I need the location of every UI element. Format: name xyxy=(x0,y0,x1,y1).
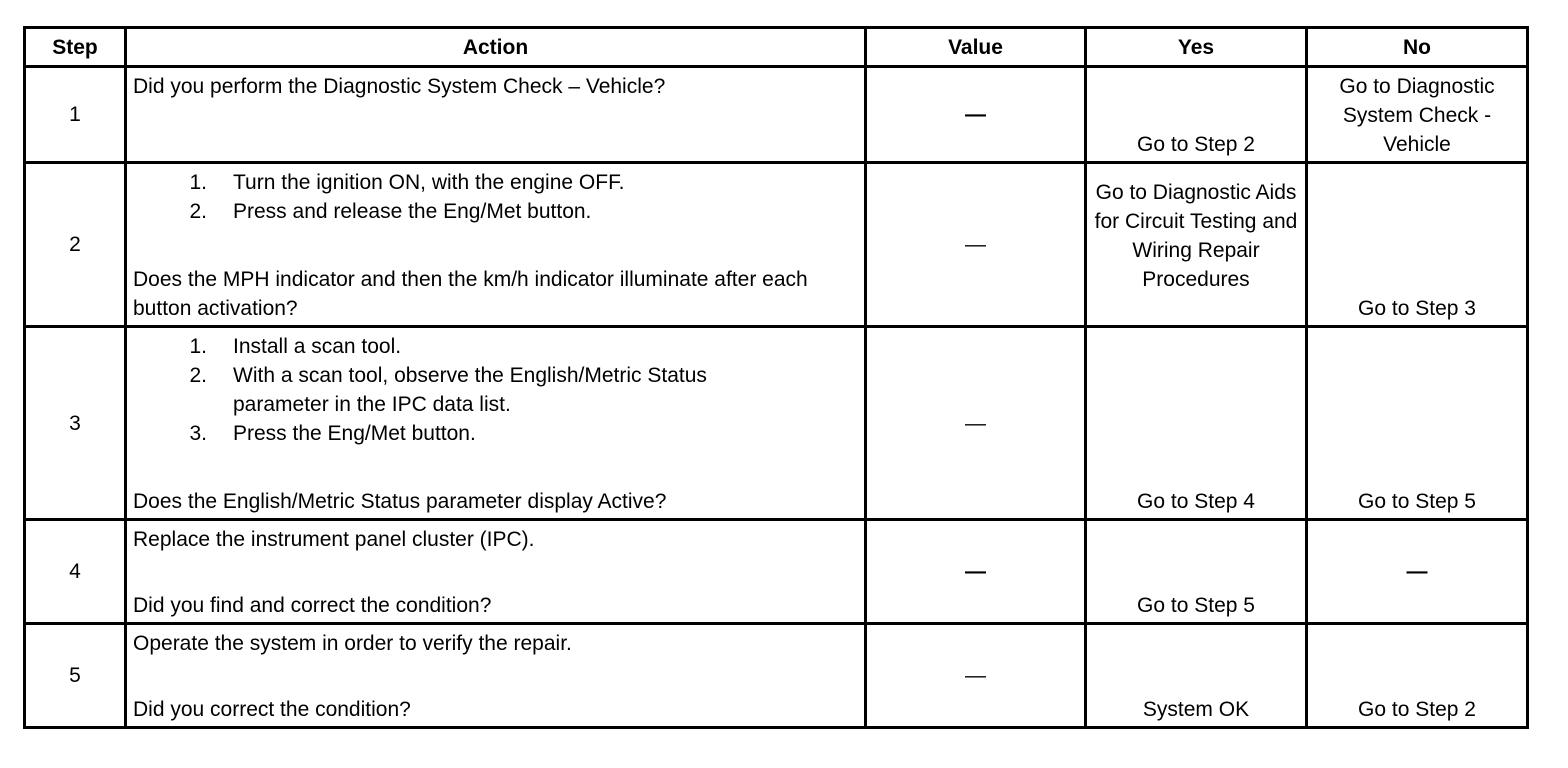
action-cell xyxy=(126,520,866,624)
header-step: Step xyxy=(25,28,126,67)
value-cell: — xyxy=(866,327,1086,520)
list-item: 3. Press the Eng/Met button. xyxy=(189,422,476,445)
action-instruction: Replace the instrument panel cluster (IPC). xyxy=(133,528,535,551)
action-cell xyxy=(126,624,866,728)
yes-cell: Go to Step 4 xyxy=(1086,327,1307,520)
header-row xyxy=(25,28,1528,67)
step-number: 3 xyxy=(25,327,126,520)
action-steps xyxy=(133,168,860,226)
diagnostic-table xyxy=(23,26,1529,729)
yes-cell: Go to Step 2 xyxy=(1086,67,1307,163)
action-question: Did you perform the Diagnostic System Check – Vehicle? xyxy=(133,75,666,98)
action-cell xyxy=(126,163,866,327)
step-number: 1 xyxy=(25,67,126,163)
action-question: Did you correct the condition? xyxy=(133,698,411,721)
table-row xyxy=(25,520,1528,624)
list-item: 1. Install a scan tool. xyxy=(189,335,402,358)
action-question: Does the English/Metric Status parameter display Active? xyxy=(133,490,667,513)
table-row xyxy=(25,624,1528,728)
table-row xyxy=(25,67,1528,163)
value-cell: — xyxy=(866,163,1086,327)
value-cell: — xyxy=(866,520,1086,624)
header-action: Action xyxy=(126,28,866,67)
action-question: Did you find and correct the condition? xyxy=(133,594,492,617)
list-item: 1. Turn the ignition ON, with the engine OFF. xyxy=(189,171,625,194)
list-item: 2. With a scan tool, observe the English/Metric Status parameter in the IPC data list. xyxy=(189,364,707,416)
yes-cell: Go to Diagnostic Aids for Circuit Testing and Wiring Repair Procedures xyxy=(1086,163,1307,327)
no-cell: — xyxy=(1307,520,1528,624)
header-yes: Yes xyxy=(1086,28,1307,67)
header-value: Value xyxy=(866,28,1086,67)
value-cell: — xyxy=(866,624,1086,728)
action-instruction: Operate the system in order to verify the repair. xyxy=(133,632,572,655)
no-cell: Go to Step 5 xyxy=(1307,327,1528,520)
action-cell xyxy=(126,67,866,163)
action-steps xyxy=(133,332,860,448)
table-row xyxy=(25,163,1528,327)
list-item: 2. Press and release the Eng/Met button. xyxy=(189,200,592,223)
value-cell: — xyxy=(866,67,1086,163)
no-cell: Go to Step 3 xyxy=(1307,163,1528,327)
step-number: 5 xyxy=(25,624,126,728)
no-cell: Go to Diagnostic System Check - Vehicle xyxy=(1307,67,1528,163)
no-cell: Go to Step 2 xyxy=(1307,624,1528,728)
action-cell xyxy=(126,327,866,520)
header-no: No xyxy=(1307,28,1528,67)
step-number: 2 xyxy=(25,163,126,327)
step-number: 4 xyxy=(25,520,126,624)
yes-cell: System OK xyxy=(1086,624,1307,728)
table-row xyxy=(25,327,1528,520)
action-question: Does the MPH indicator and then the km/h indicator illuminate after each button activation? xyxy=(133,268,808,320)
yes-cell: Go to Step 5 xyxy=(1086,520,1307,624)
